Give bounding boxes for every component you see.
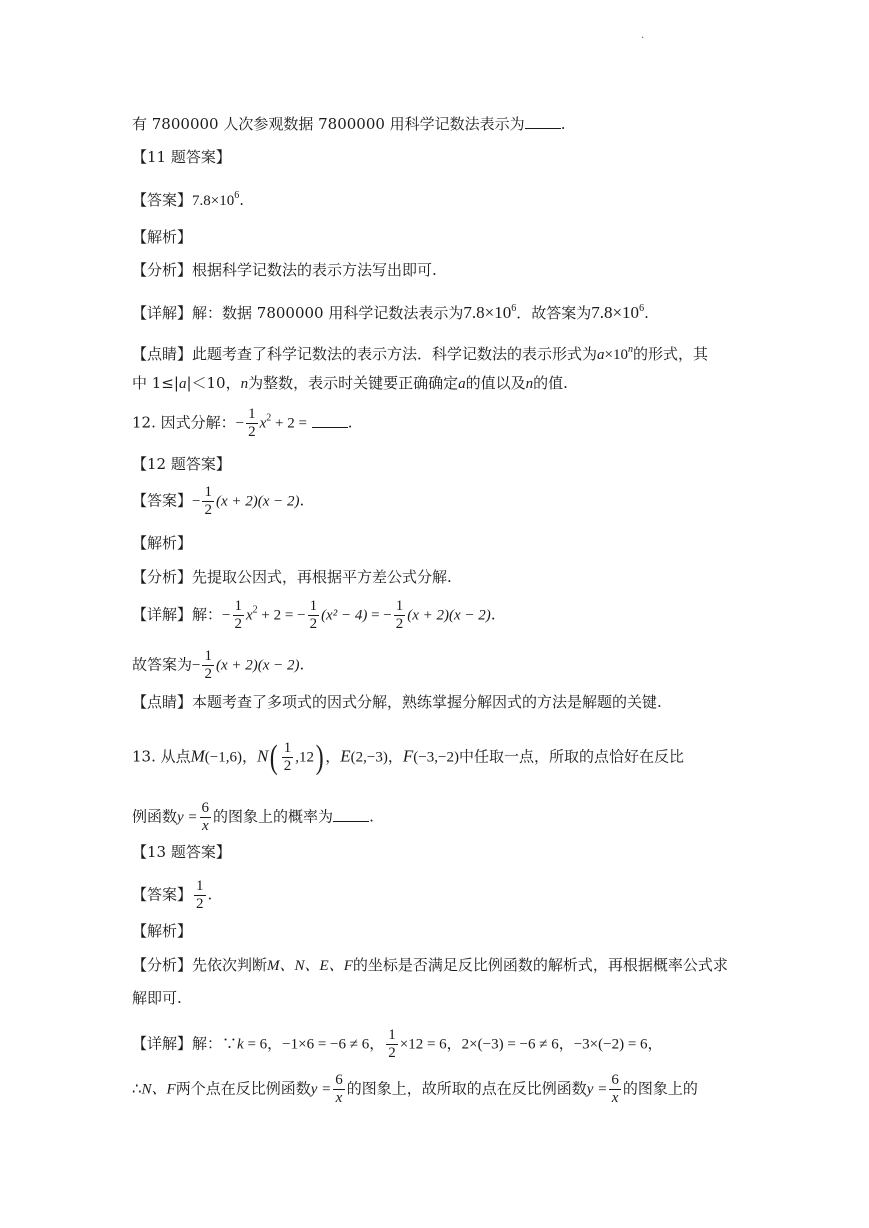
q13-fenxi-line2: 解即可.	[132, 989, 182, 1007]
minus: −	[222, 607, 231, 624]
var-a: a	[178, 376, 187, 392]
answer-exponent: 6	[234, 190, 240, 201]
dianjing-label: 【点睛】	[132, 693, 193, 711]
frac-num: 6	[201, 800, 210, 816]
frac-den: x	[335, 1090, 343, 1106]
xiangjie-value-2: 7.8×10	[591, 303, 640, 322]
point-F: F	[402, 746, 414, 766]
dianjing-l2-d: 的值以及	[465, 374, 526, 392]
guda-text: 故答案为	[132, 655, 193, 674]
q12-fenxi	[132, 567, 452, 587]
xiangjie-end: .	[490, 605, 496, 624]
sep: ，	[325, 747, 341, 766]
frac-num: 1	[234, 598, 242, 614]
xiangjie-value-1: 7.8×10	[463, 303, 512, 322]
expr-y: y =	[586, 1081, 608, 1098]
q11-analysis-header: 【解析】	[132, 228, 193, 246]
conclusion-text-2: 的图象上，故所取的点在反比例函数	[346, 1079, 587, 1098]
q13-stem-l2-b: 的图象上的概率为	[213, 807, 334, 826]
q11-answer-header: 【11 题答案】	[132, 148, 231, 166]
expr-tail: + 2 =	[271, 415, 307, 432]
q13-xiangjie	[132, 1027, 663, 1062]
answer-blank	[312, 413, 348, 428]
var-x: x	[246, 607, 253, 624]
frac-den: x	[611, 1090, 619, 1106]
frac-num: 1	[395, 598, 404, 614]
frac-num: 6	[335, 1072, 343, 1088]
fraction	[202, 484, 214, 519]
frac-num: 1	[196, 878, 204, 894]
point-E: E	[340, 746, 351, 766]
fraction	[386, 1027, 398, 1062]
q13-answer-header: 【13 题答案】	[132, 843, 231, 861]
dianjing-text-2: 的形式，其	[633, 345, 709, 363]
frac-num: 1	[309, 598, 318, 614]
q13-conclusion	[132, 1072, 698, 1107]
var-n: n	[525, 376, 534, 392]
answer-expr: (x + 2)(x − 2)	[215, 493, 300, 510]
xiangjie-expr-2: ×12 = 6，2×(−3) = −6 ≠ 6，−3×(−2) = 6，	[399, 1036, 663, 1053]
fenxi-text-2: 的坐标是否满足反比例函数的解析式，再根据概率公式求	[352, 956, 728, 974]
point-M: M	[190, 746, 205, 766]
q12-stem-end: .	[347, 413, 353, 432]
frac-den: 2	[248, 424, 256, 440]
fraction	[282, 740, 294, 775]
q11-stem-text: 有 7800000 人次参观数据 7800000 用科学记数法表示为	[132, 115, 525, 133]
fraction	[394, 598, 406, 633]
q13-fenxi-line1	[132, 955, 728, 976]
answer-label: 【答案】	[132, 885, 193, 904]
xiangjie-text: 解：数据 7800000 用科学记数法表示为	[192, 304, 464, 322]
point-N: N	[257, 746, 269, 766]
frac-num: 1	[388, 1027, 396, 1043]
xiangjie-text-2: ．故答案为	[516, 304, 592, 322]
answer-end: .	[207, 885, 213, 904]
expr-tail: (x + 2)(x − 2)	[215, 657, 300, 674]
dianjing-label: 【点睛】	[132, 345, 193, 363]
var-k: k	[237, 1036, 244, 1053]
xiangjie-exp-2: 6	[639, 303, 645, 314]
fenxi-text: 根据科学记数法的表示方法写出即可.	[192, 261, 437, 279]
conclusion-text-3: 的图象上的	[622, 1079, 698, 1098]
point-E-coords: (2,−3)	[350, 749, 388, 766]
page-marker: .	[641, 30, 645, 41]
fraction	[233, 598, 245, 633]
fenxi-label: 【分析】	[132, 956, 193, 974]
minus: −	[235, 415, 245, 432]
q13-analysis-header: 【解析】	[132, 922, 193, 940]
exp: 2	[266, 412, 272, 424]
q12-stem	[132, 406, 353, 441]
frac-num: 1	[204, 648, 212, 664]
frac-den: 2	[309, 616, 318, 632]
q11-stem-end: .	[560, 115, 566, 133]
therefore: ∴	[132, 1079, 142, 1098]
frac-den: 2	[395, 616, 404, 632]
answer-value: 7.8×10	[192, 193, 235, 209]
xiangjie-end: .	[644, 304, 649, 322]
answer-end: .	[239, 191, 245, 209]
dianjing-text: 此题考查了科学记数法的表示方法．科学记数法的表示形式为	[192, 345, 598, 363]
frac-den: 2	[204, 666, 212, 682]
q13-stem-line2	[132, 800, 374, 835]
fraction	[202, 648, 214, 683]
xiangjie-label: 【详解】	[132, 605, 193, 624]
fenxi-label: 【分析】	[132, 568, 193, 586]
fraction	[609, 1072, 621, 1107]
sep: ，	[387, 747, 403, 766]
frac-den: 2	[234, 616, 242, 632]
point-M-coords: (−1,6)	[204, 749, 242, 766]
dianjing-l2-a: 中 1≤|	[132, 374, 179, 392]
expr-mid-2: = −	[367, 607, 392, 624]
dianjing-l2-c: 为整数，表示时关键要正确确定	[248, 374, 459, 392]
q12-dianjing	[132, 692, 662, 712]
fraction	[194, 878, 206, 913]
expr-y: y =	[177, 809, 198, 826]
minus: −	[192, 493, 201, 510]
q11-stem	[132, 114, 565, 134]
point-F-coords: (−3,−2)	[413, 749, 459, 766]
var-x: x	[259, 415, 267, 432]
q12-analysis-header: 【解析】	[132, 534, 193, 552]
fraction	[308, 598, 320, 633]
q13-stem-text-2: 中任取一点，所取的点恰好在反比	[458, 747, 684, 766]
exp: 2	[252, 604, 258, 616]
frac-den: 2	[196, 896, 204, 912]
q12-answer-header: 【12 题答案】	[132, 455, 231, 473]
frac-num: 1	[248, 406, 256, 422]
point-N-tail: ,12	[295, 749, 314, 766]
xiangjie-expr-1: = 6，−1×6 = −6 ≠ 6，	[243, 1036, 385, 1053]
point-list: N、F	[141, 1081, 176, 1098]
dianjing-text: 本题考查了多项式的因式分解，熟练掌握分解因式的方法是解题的关键.	[192, 693, 662, 711]
fenxi-text: 先依次判断	[192, 956, 268, 974]
point-list: M、N、E、F	[267, 958, 353, 974]
q13-stem-line1	[132, 740, 684, 775]
expr-tail: (x + 2)(x − 2)	[407, 607, 491, 624]
frac-den: 2	[388, 1045, 396, 1061]
xiangjie-text: 解：∵	[192, 1034, 238, 1053]
sep: ，	[242, 747, 258, 766]
times-ten: ×10	[604, 347, 628, 363]
q13-answer	[132, 878, 212, 913]
q13-stem-text: 13. 从点	[132, 747, 191, 766]
var-a: a	[597, 347, 605, 363]
fenxi-label: 【分析】	[132, 261, 193, 279]
xiangjie-label: 【详解】	[132, 304, 193, 322]
q11-fenxi	[132, 260, 437, 280]
q12-answer	[132, 484, 304, 519]
q13-stem-end: .	[369, 807, 374, 826]
conclusion-text: 两个点在反比例函数	[175, 1079, 311, 1098]
var-n: n	[240, 376, 249, 392]
expr-paren: (x² − 4)	[321, 607, 368, 624]
xiangjie-exp-1: 6	[511, 303, 517, 314]
xiangjie-label: 【详解】	[132, 1034, 193, 1053]
var-n-exp: n	[628, 344, 633, 355]
frac-num: 6	[611, 1072, 619, 1088]
minus: −	[192, 657, 201, 674]
expr-y: y =	[310, 1081, 332, 1098]
paren-left: (	[270, 738, 278, 776]
q11-dianjing-line2	[132, 373, 568, 394]
q11-dianjing-line1	[132, 340, 708, 365]
fraction	[333, 1072, 345, 1107]
q11-answer	[132, 186, 244, 211]
frac-num: 1	[283, 740, 292, 756]
frac-num: 1	[204, 484, 212, 500]
guda-end: .	[299, 655, 305, 674]
q12-stem-text: 12. 因式分解：	[132, 413, 236, 432]
dianjing-l2-b: |＜10，	[186, 374, 241, 392]
answer-label: 【答案】	[132, 191, 193, 209]
q13-stem-l2-a: 例函数	[132, 807, 178, 826]
paren-right: )	[315, 738, 324, 776]
q11-xiangjie	[132, 299, 649, 323]
xiangjie-text: 解：	[192, 605, 223, 624]
var-a: a	[458, 376, 466, 392]
q12-xiangjie	[132, 598, 496, 633]
expr-mid: + 2 = −	[257, 607, 306, 624]
frac-den: 2	[204, 502, 212, 518]
q12-guda	[132, 648, 304, 683]
frac-den: x	[201, 818, 209, 834]
fenxi-text: 先提取公因式，再根据平方差公式分解.	[192, 568, 452, 586]
fraction	[200, 800, 212, 835]
frac-den: 2	[283, 758, 292, 774]
answer-blank	[333, 807, 369, 822]
fraction	[246, 406, 258, 441]
answer-end: .	[299, 491, 305, 510]
dianjing-l2-e: 的值.	[533, 374, 568, 392]
answer-blank	[525, 114, 561, 129]
answer-label: 【答案】	[132, 491, 193, 510]
